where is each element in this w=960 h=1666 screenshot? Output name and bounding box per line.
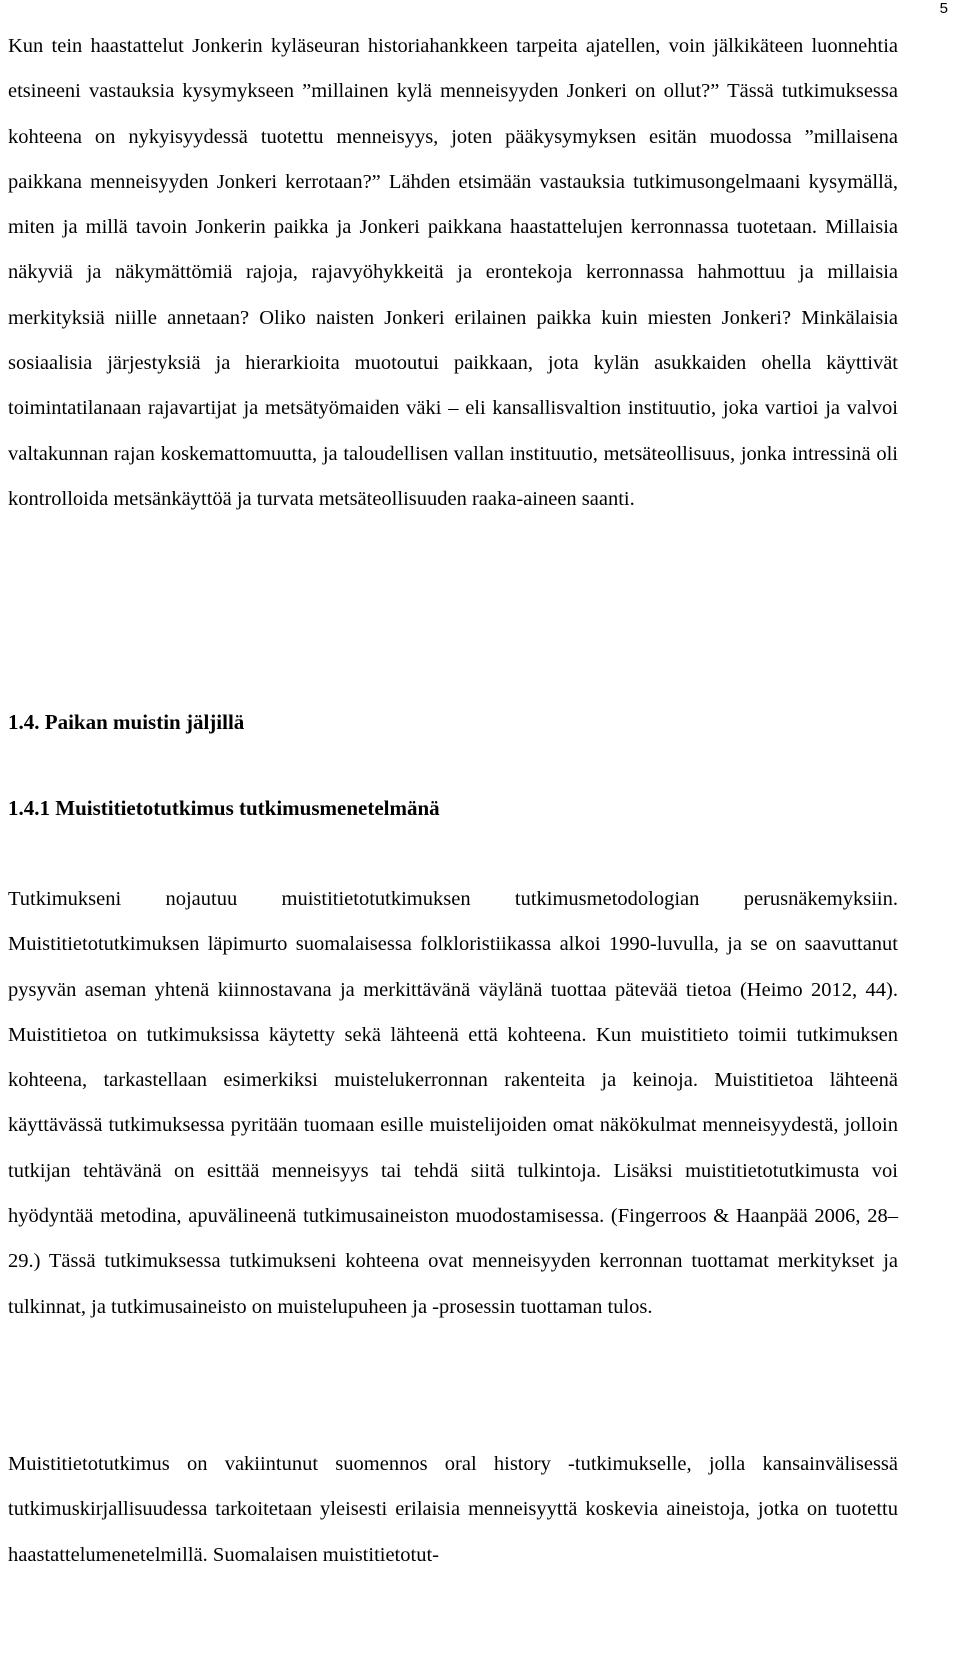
paragraph: Tutkimukseni nojautuu muistitietotutkimuksen tutkimusmetodologian perusnäkemyksiin. Muistitietotutkimuksen läpimurto suomalaisessa folkloristiikassa alkoi 1990-luvulla, ja se on saavuttanut pysyvän aseman yhtenä kiinnostavana ja merkittävänä väylänä tuottaa pätevää tietoa (Heimo 2012, 44). Muistitietoa on tutkimuksissa käytetty sekä lähteenä että kohteena. Kun muistitieto toimii tutkimuksen kohteena, tarkastellaan esimerkiksi muistelukerronnan rakenteita ja keinoja. Muistitietoa lähteenä käyttävässä tutkimuksessa pyritään tuomaan esille muistelijoiden omat näkökulmat menneisyydestä, jolloin tutkijan tehtävänä on esittää menneisyys tai tehdä siitä tulkintoja. Lisäksi muistitietotutkimusta voi hyödyntää metodina, apuvälineenä tutkimusaineiston muodostamisessa. (Fingerroos & Haanpää 2006, 28–29.) Tässä tutkimuksessa tutkimukseni kohteena ovat menneisyyden kerronnan tuottamat merkitykset ja tulkinnat, ja tutkimusaineisto on muistelupuheen ja -prosessin tuottaman tulos.	[8, 888, 898, 1318]
page-number: 5	[939, 0, 948, 17]
paragraph: Kun tein haastattelut Jonkerin kyläseuran historiahankkeen tarpeita ajatellen, voin jälkikäteen luonnehtia etsineeni vastauksia kysymykseen ”millainen kylä menneisyyden Jonkeri on ollut?” Tässä tutkimuksessa kohteena on nykyisyydessä tuotettu menneisyys, joten pääkysymyksen esitän muodossa ”millaisena paikkana menneisyyden Jonkeri kerrotaan?” Lähden etsimään vastauksia tutkimusongelmaani kysymällä, miten ja millä tavoin Jonkerin paikka ja Jonkeri paikkana haastattelujen kerronnassa tuotetaan. Millaisia näkyviä ja näkymättömiä rajoja, rajavyöhykkeitä ja erontekoja kerronnassa hahmottuu ja millaisia merkityksiä niille annetaan? Oliko naisten Jonkeri erilainen paikka kuin miesten Jonkeri? Minkälaisia sosiaalisia järjestyksiä ja hierarkioita muotoutui paikkaan, jota kylän asukkaiden ohella käyttivät toimintatilanaan rajavartijat ja metsätyömaiden väki – eli kansallisvaltion instituutio, joka vartioi ja valvoi valtakunnan rajan koskemattomuutta, ja taloudellisen vallan instituutio, metsäteollisuus, jonka intressinä oli kontrolloida metsänkäyttöä ja turvata metsäteollisuuden raaka-aineen saanti.	[8, 35, 898, 510]
paragraph: Muistitietotutkimus on vakiintunut suomennos oral history -tutkimukselle, jolla kansainvälisessä tutkimuskirjallisuudessa tarkoitetaan yleisesti erilaisia menneisyyttä koskevia aineistoja, jotka on tuotettu haastattelumenetelmillä. Suomalaisen muistitietotut-	[8, 1453, 898, 1566]
document-body	[8, 24, 898, 1566]
section-heading: 1.4. Paikan muistin jäljillä	[8, 710, 245, 734]
subsection-heading: 1.4.1 Muistitietotutkimus tutkimusmenetelmänä	[8, 796, 440, 820]
